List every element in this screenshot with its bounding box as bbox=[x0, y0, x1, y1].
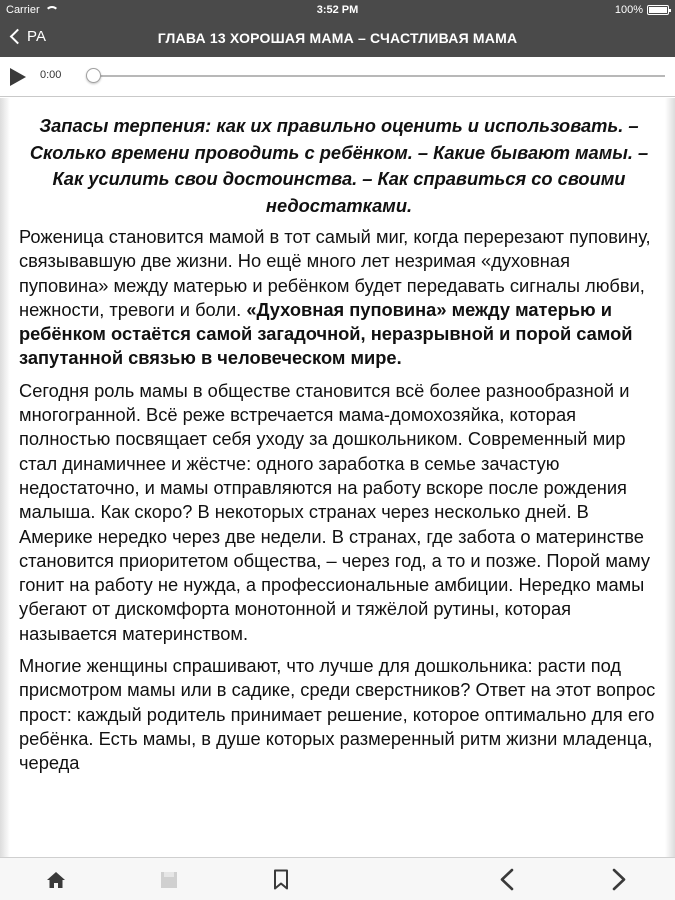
bookmark-button[interactable] bbox=[256, 858, 306, 900]
chevron-right-icon bbox=[609, 868, 629, 891]
paragraph-text: Роженица становится мамой в тот самый миг, когда перерезают пуповину, связывавшую две жизни. Но ещё много лет незримая «духовная пуповина» между матерью и ребёнком будет передавать сигналы любви, нежности, тревоги и боли. bbox=[19, 226, 651, 320]
chevron-left-icon bbox=[497, 868, 517, 891]
bottom-toolbar bbox=[0, 857, 675, 900]
notes-icon bbox=[159, 870, 179, 890]
carrier-label: Carrier bbox=[6, 4, 40, 16]
progress-slider-knob[interactable] bbox=[86, 68, 101, 83]
home-icon bbox=[46, 871, 66, 889]
paragraph: Многие женщины спрашивают, что лучше для дошкольника: расти под присмотром мамы или в садике, среди сверстников? Ответ на этот вопрос прост: каждый родитель принимает решение, которое оптимально для его ребёнка. Есть мамы, в душе которых размеренный ритм жизни младенца, череда bbox=[19, 655, 656, 774]
bookmark-icon bbox=[273, 869, 289, 890]
navigation-bar bbox=[0, 20, 675, 57]
status-bar bbox=[0, 0, 675, 20]
play-icon[interactable] bbox=[10, 68, 26, 86]
chapter-summary: Запасы терпения: как их правильно оценить и использовать. – Сколько времени проводить с ребёнком. – Какие бывают мамы. – Как усилить свои достоинства. – Как справиться со своими недостатками. bbox=[29, 115, 649, 216]
audio-player bbox=[0, 57, 675, 97]
paragraph bbox=[19, 225, 659, 371]
status-time: 3:52 PM bbox=[316, 4, 359, 16]
home-button[interactable] bbox=[32, 858, 82, 900]
paragraph-bold-text: «Духовная пуповина» между матерью и ребёнком остаётся самой загадочной, неразрывной и порой самой запутанной связью в человеческом мире. bbox=[19, 298, 633, 369]
elapsed-time: 0:00 bbox=[40, 69, 62, 81]
page-title: ГЛАВА 13 ХОРОШАЯ МАМА – СЧАСТЛИВАЯ МАМА bbox=[157, 30, 518, 46]
previous-page-button[interactable] bbox=[482, 858, 532, 900]
notes-button[interactable] bbox=[145, 858, 195, 900]
page-text bbox=[19, 113, 659, 784]
battery-icon bbox=[647, 5, 669, 15]
battery-percent: 100% bbox=[614, 4, 643, 16]
battery-group bbox=[615, 4, 669, 16]
progress-track[interactable] bbox=[92, 75, 665, 77]
next-page-button[interactable] bbox=[594, 858, 644, 900]
back-button-label: РА bbox=[27, 28, 47, 45]
reader-content[interactable] bbox=[0, 98, 675, 857]
paragraph: Сегодня роль мамы в обществе становится всё более разнообразной и многогранной. Всё реже встречается мама-домохозяйка, которая полностью посвящает себя уходу за дошкольником. Современный мир стал динамичнее и жёстче: одного заработка в семье зачастую недостаточно, и мамы отправляются на работу вскоре после рождения малыша. Как скоро? В некоторых странах через несколько дней. В Америке нередко через две недели. В странах, где забота о материнстве становится приоритетом общества, – через год, а то и позже. Порой маму гонит на работу не нужда, а профессиональные амбиции. Нередко мамы убегают от дискомфорта монотонной и тяжёлой рутины, которая называется материнством. bbox=[19, 379, 650, 644]
